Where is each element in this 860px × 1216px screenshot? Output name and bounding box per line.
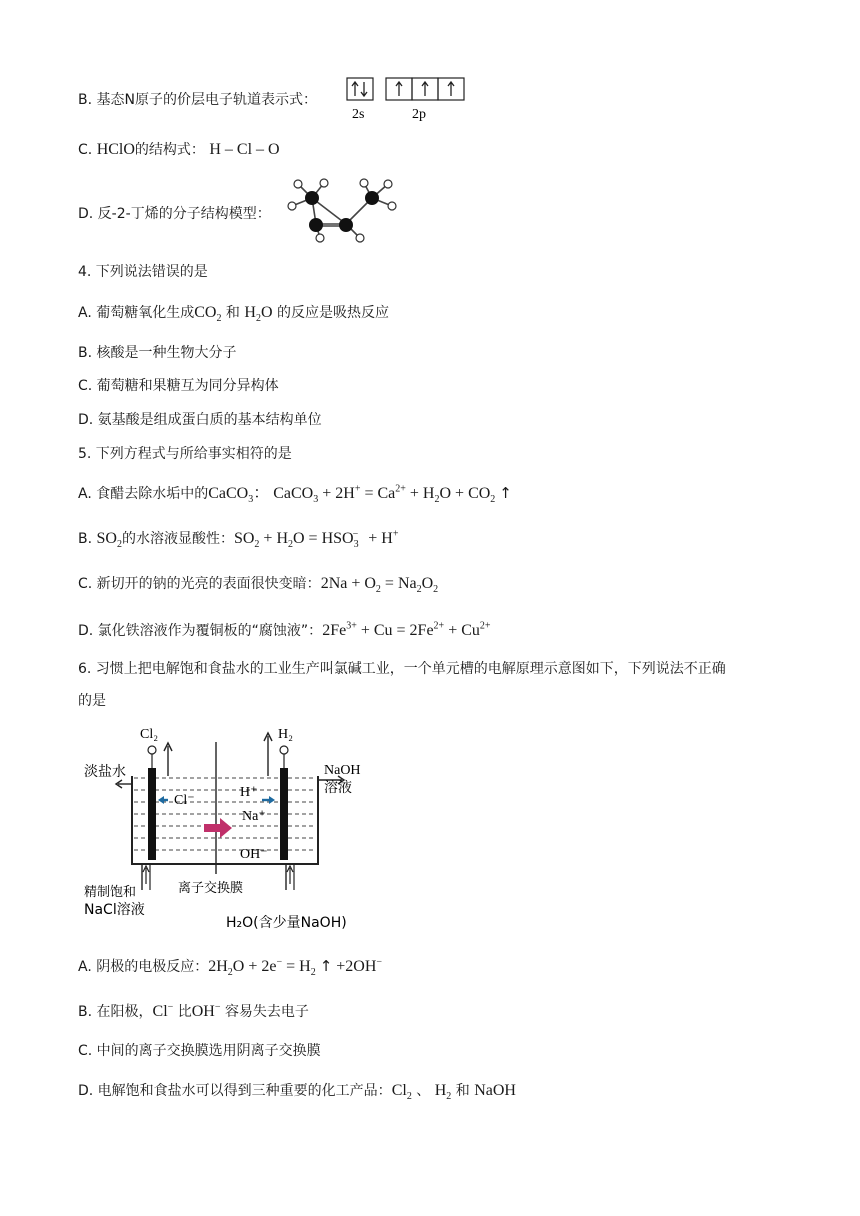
q4-option-a [78,303,389,323]
q3-b-label: B. 基态N原子的价层电子轨道表示式： [78,92,317,108]
q3-c-text: 的结构式： [134,142,205,158]
q4-stem [78,262,208,282]
q6-option-a [78,956,382,977]
q5-a-equation: CaCO$_3$： CaCO$_3$ + $2H^+ = Ca^{2+} + H_2O + CO_2$ ↑ [208,483,512,506]
so2-formula: $SO_2$ [96,530,122,551]
q4-a-mid: 和 [225,305,240,321]
q6-d-sep: 、 [416,1083,431,1099]
q6-stem-1 [78,659,726,679]
q4-b-text: B. 核酸是一种生物大分子 [78,345,237,361]
feed-label-1: 精制饱和 [84,885,137,900]
q5-d-pre: D. 氯化铁溶液作为覆铜板的“腐蚀液”： [78,623,323,639]
q4-option-b [78,343,237,363]
q6-a-pre: A. 阴极的电极反应： [78,959,209,975]
q5-option-b [78,529,398,549]
q6-b-pre: B. 在阳极， [78,1004,153,1020]
q4-a-post: 的反应是吸热反应 [276,305,389,321]
oh-ion-formula: OH− [191,1001,221,1020]
q5-c-pre: C. 新切开的钠的光亮的表面很快变暗： [78,576,321,592]
q5-stem [78,444,292,464]
h2-label: H₂ [278,727,293,742]
cl-ion-formula: Cl− [152,1001,174,1020]
q6-a-equation: $2H_2O + 2e^- = H_2$ ↑ +2OH− [208,956,383,979]
dilute-brine-label: 淡盐水 [84,764,126,780]
feed-label-2: NaCl溶液 [84,902,145,918]
q6-option-d [78,1081,516,1101]
membrane-label: 离子交换膜 [178,881,244,896]
water-feed-label: H₂O(含少量NaOH) [226,915,347,931]
h2o-formula: $H_2O$ [244,304,273,325]
co2-formula: $CO_2$ [194,304,222,325]
oh-ion-label: OH⁻ [240,847,268,862]
q4-c-text: C. 葡萄糖和果糖互为同分异构体 [78,378,279,394]
q3-option-b [78,90,317,110]
hclo-structure: H – Cl – O [209,141,280,158]
q5-b-label: B. [78,531,93,547]
q4-stem-text: 4. 下列说法错误的是 [78,264,208,280]
q3-d-label: D. 反-2-丁烯的分子结构模型： [78,206,271,222]
orbital-2s-label: 2s [352,107,365,122]
q6-d-pre: D. 电解饱和食盐水可以得到三种重要的化工产品： [78,1083,392,1099]
q4-d-text: D. 氨基酸是组成蛋白质的基本结构单位 [78,412,322,428]
q4-option-c [78,376,279,396]
h2-formula: $H_2$ [434,1082,452,1103]
q5-stem-text: 5. 下列方程式与所给事实相符的是 [78,446,292,462]
q5-a-pre: A. 食醋去除水垢中的 [78,486,209,502]
orbital-diagram [346,76,466,122]
cl-ion-label: Cl⁻ [174,793,195,808]
q5-option-d [78,621,491,641]
trans-2-butene-model [284,176,400,246]
q3-c-label: C. [78,142,93,158]
orbital-2p-label: 2p [412,107,426,122]
q6-option-c [78,1041,321,1061]
q5-b-equation: $SO_2 + H_2O = HSO_3^- + H^+$ [233,528,399,551]
q6-b-mid: 比 [177,1004,192,1020]
q5-option-a [78,483,512,504]
q3-option-d [78,204,271,224]
cl2-label: Cl₂ [140,727,159,742]
naoh-solution-label: 溶液 [324,780,352,796]
q3-option-c [78,140,280,160]
naoh-formula: NaOH [474,1082,516,1099]
hclo-formula: HClO [96,141,135,158]
q4-a-pre: A. 葡萄糖氧化生成 [78,305,195,321]
electrolysis-cell-diagram [80,724,380,934]
h-ion-label: H⁺ [240,785,258,800]
cl2-formula: $Cl_2$ [391,1082,412,1103]
q6-stem-2 [78,691,106,711]
q6-c-text: C. 中间的离子交换膜选用阴离子交换膜 [78,1043,321,1059]
q4-option-d [78,410,322,430]
naoh-label: NaOH [324,763,361,778]
q5-c-equation: $2Na + O_2 = Na_2O_2$ [320,575,439,596]
q6-option-b [78,1002,309,1022]
q6-stem-line2: 的是 [78,693,106,709]
q6-stem-line1: 6. 习惯上把电解饱和食盐水的工业生产叫氯碱工业，一个单元槽的电解原理示意图如下，下列说法不正确 [78,661,726,677]
q5-option-c [78,574,438,594]
na-ion-label: Na⁺ [242,809,266,824]
q6-b-post: 容易失去电子 [224,1004,309,1020]
q5-b-text: 的水溶液显酸性： [121,531,234,547]
q5-d-equation: $2Fe^{3+} + Cu = 2Fe^{2+} + Cu^{2+}$ [322,620,491,639]
q6-d-and: 和 [455,1083,470,1099]
